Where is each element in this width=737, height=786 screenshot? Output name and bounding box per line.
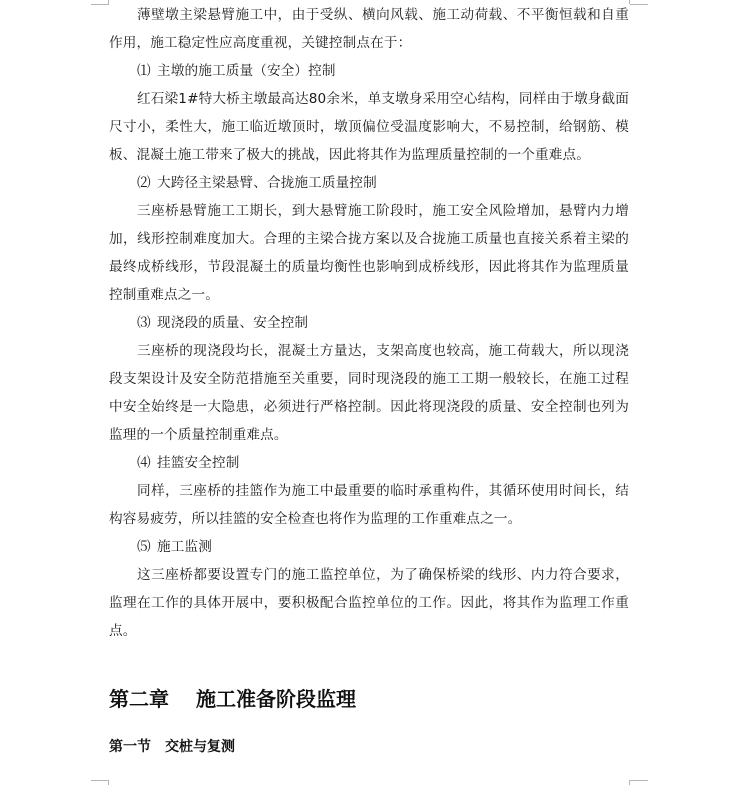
crop-mark-bottom-right-v bbox=[629, 780, 631, 785]
item-paragraph: 三座桥悬臂施工工期长，到大悬臂施工阶段时，施工安全风险增加，悬臂内力增加，线形控制难度加大。合理的主梁合拢方案以及合拢施工质量也直接关系着主梁的最终成桥线形，节段混凝土的质量均衡性也影响到成桥线形，因此将其作为监理质量控制重难点之一。 bbox=[109, 203, 629, 303]
list-item-heading bbox=[109, 449, 629, 477]
item-number: ⑶ bbox=[137, 315, 151, 331]
crop-mark-top-right-v bbox=[629, 0, 631, 4]
intro-paragraph: 薄壁墩主梁悬臂施工中，由于受纵、横向风载、施工动荷载、不平衡恒载和自重作用，施工稳定性应高度重视，关键控制点在于： bbox=[109, 7, 629, 51]
item-number: ⑸ bbox=[137, 539, 151, 555]
section-heading: 第一节 交桩与复测 bbox=[109, 739, 235, 755]
item-title: 大跨径主梁悬臂、合拢施工质量控制 bbox=[157, 175, 377, 191]
list-item-heading bbox=[109, 169, 629, 197]
item-paragraph: 同样，三座桥的挂篮作为施工中最重要的临时承重构件，其循环使用时间长，结构容易疲劳，所以挂篮的安全检查也将作为监理的工作重难点之一。 bbox=[109, 483, 629, 527]
crop-mark-top-right bbox=[630, 0, 648, 5]
item-title: 施工监测 bbox=[157, 539, 212, 555]
crop-mark-bottom-right bbox=[630, 780, 648, 786]
crop-mark-bottom-left-v bbox=[108, 780, 110, 785]
list-item-heading bbox=[109, 533, 629, 561]
crop-mark-top-left bbox=[91, 0, 109, 5]
item-title: 现浇段的质量、安全控制 bbox=[157, 315, 309, 331]
document-page bbox=[109, 0, 629, 645]
item-number: ⑴ bbox=[137, 63, 151, 79]
chapter-heading: 第二章 施工准备阶段监理 bbox=[109, 687, 356, 711]
crop-mark-bottom-left bbox=[91, 780, 109, 786]
item-number: ⑵ bbox=[137, 175, 151, 191]
item-number: ⑷ bbox=[137, 455, 151, 471]
item-title: 挂篮安全控制 bbox=[157, 455, 240, 471]
item-paragraph: 三座桥的现浇段均长，混凝土方量达，支架高度也较高，施工荷载大，所以现浇段支架设计及安全防范措施至关重要，同时现浇段的施工工期一般较长，在施工过程中安全始终是一大隐患，必须进行严格控制。因此将现浇段的质量、安全控制也列为监理的一个质量控制重难点。 bbox=[109, 343, 629, 443]
item-paragraph: 这三座桥都要设置专门的施工监控单位，为了确保桥梁的线形、内力符合要求，监理在工作的具体开展中，要积极配合监控单位的工作。因此，将其作为监理工作重点。 bbox=[109, 567, 629, 639]
list-item-heading bbox=[109, 57, 629, 85]
item-title: 主墩的施工质量（安全）控制 bbox=[157, 63, 336, 79]
list-item-heading bbox=[109, 309, 629, 337]
item-paragraph: 红石梁1#特大桥主墩最高达80余米，单支墩身采用空心结构，同样由于墩身截面尺寸小，柔性大，施工临近墩顶时，墩顶偏位受温度影响大，不易控制，给钢筋、模板、混凝土施工带来了极大的挑战，因此将其作为监理质量控制的一个重难点。 bbox=[109, 91, 629, 163]
